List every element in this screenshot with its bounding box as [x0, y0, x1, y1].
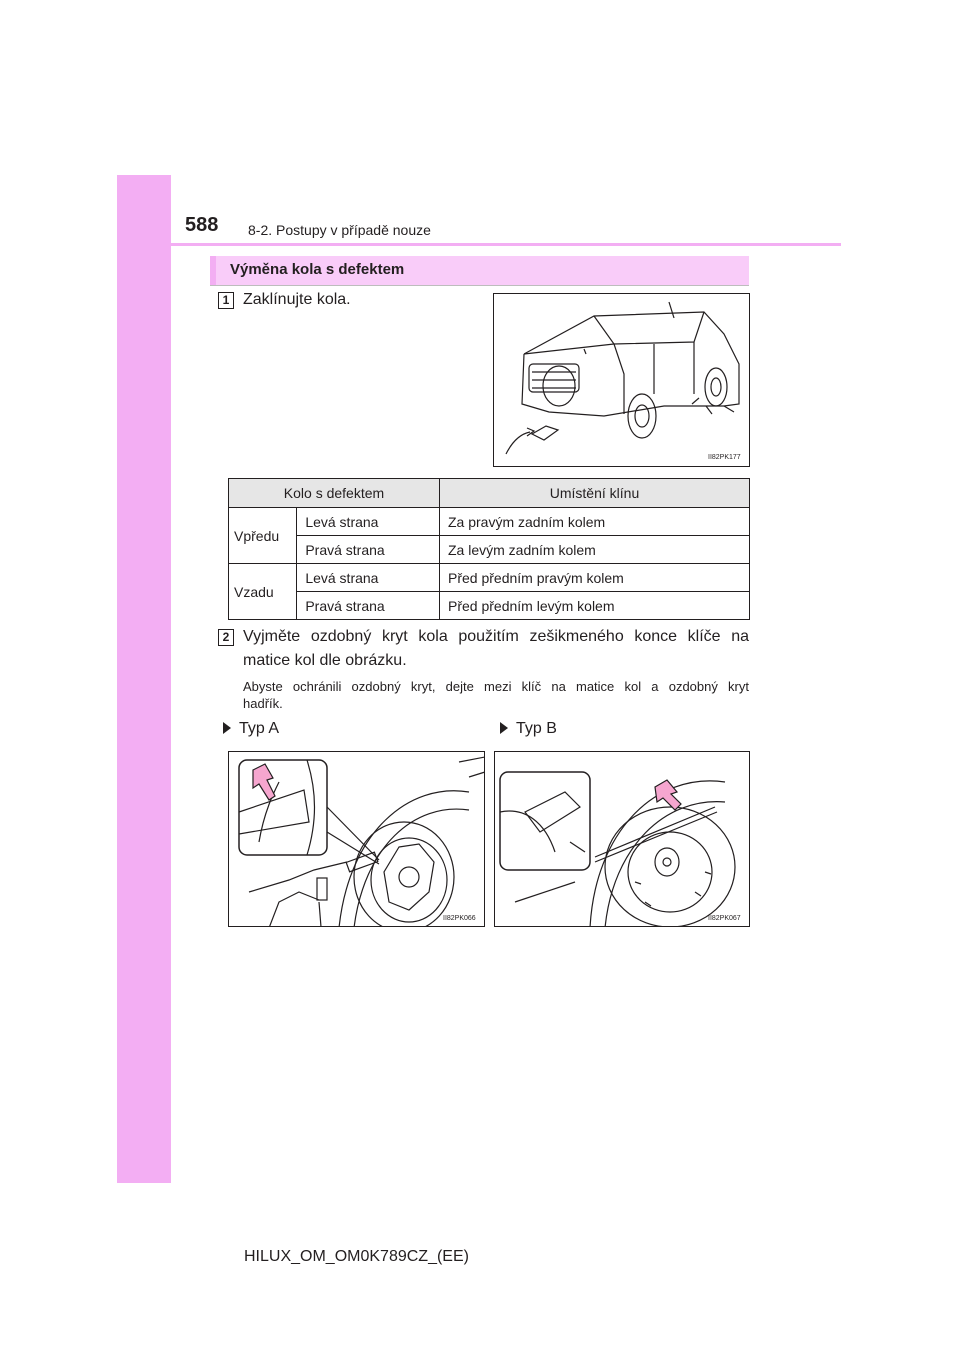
figure-code: II82PK177 [708, 454, 741, 461]
table-row [229, 508, 750, 536]
footer-document-code: HILUX_OM_OM0K789CZ_(EE) [244, 1248, 469, 1265]
truck-illustration [494, 294, 750, 467]
step-text-line: Vyjměte ozdobný kryt kola použitím zešikmeného konce klíče na [243, 628, 749, 645]
table-cell: Pravá strana [297, 592, 440, 620]
step-text: Zaklínujte kola. [243, 291, 351, 308]
type-label-text: Typ B [516, 720, 557, 737]
table-cell: Před předním levým kolem [440, 592, 750, 620]
type-a-figure [228, 751, 485, 927]
wheel-cover-type-a-illustration [229, 752, 485, 927]
chapter-title: 8-2. Postupy v případě nouze [248, 222, 431, 238]
pink-arrow-icon [655, 780, 681, 810]
chapter-sidebar-tab [117, 175, 171, 1183]
section-underline [210, 285, 749, 286]
step-number: 2 [218, 629, 234, 646]
truck-wheel-chock-figure [493, 293, 750, 467]
table-cell-group: Vzadu [229, 564, 297, 620]
note-line: hadřík. [243, 696, 283, 711]
type-b-label [500, 720, 557, 738]
step-number: 1 [218, 292, 234, 309]
table-row [229, 536, 750, 564]
header-rule [117, 243, 841, 246]
figure-code: II82PK066 [443, 915, 476, 922]
table-cell: Levá strana [297, 564, 440, 592]
table-header-cell: Umístění klínu [440, 479, 750, 508]
table-cell: Pravá strana [297, 536, 440, 564]
wheel-cover-type-b-illustration [495, 752, 750, 927]
table-cell: Za levým zadním kolem [440, 536, 750, 564]
table-header-row [229, 479, 750, 508]
page-number: 588 [185, 214, 219, 236]
triangle-bullet-icon [500, 722, 508, 734]
type-a-label [223, 720, 279, 738]
type-b-figure [494, 751, 750, 927]
table-row [229, 592, 750, 620]
figure-code: II82PK067 [708, 915, 741, 922]
section-header [210, 256, 749, 285]
section-title: Výměna kola s defektem [230, 261, 405, 278]
table-cell: Před předním pravým kolem [440, 564, 750, 592]
table-cell: Levá strana [297, 508, 440, 536]
triangle-bullet-icon [223, 722, 231, 734]
table-cell-group: Vpředu [229, 508, 297, 564]
table-header-cell: Kolo s defektem [229, 479, 440, 508]
type-label-text: Typ A [239, 720, 280, 737]
table-row [229, 564, 750, 592]
wheel-wedge-table [228, 478, 750, 620]
step-text-line: matice kol dle obrázku. [243, 652, 407, 669]
note-line: Abyste ochránili ozdobný kryt, dejte mezi klíč na matice kol a ozdobný kryt [243, 679, 749, 694]
table-cell: Za pravým zadním kolem [440, 508, 750, 536]
